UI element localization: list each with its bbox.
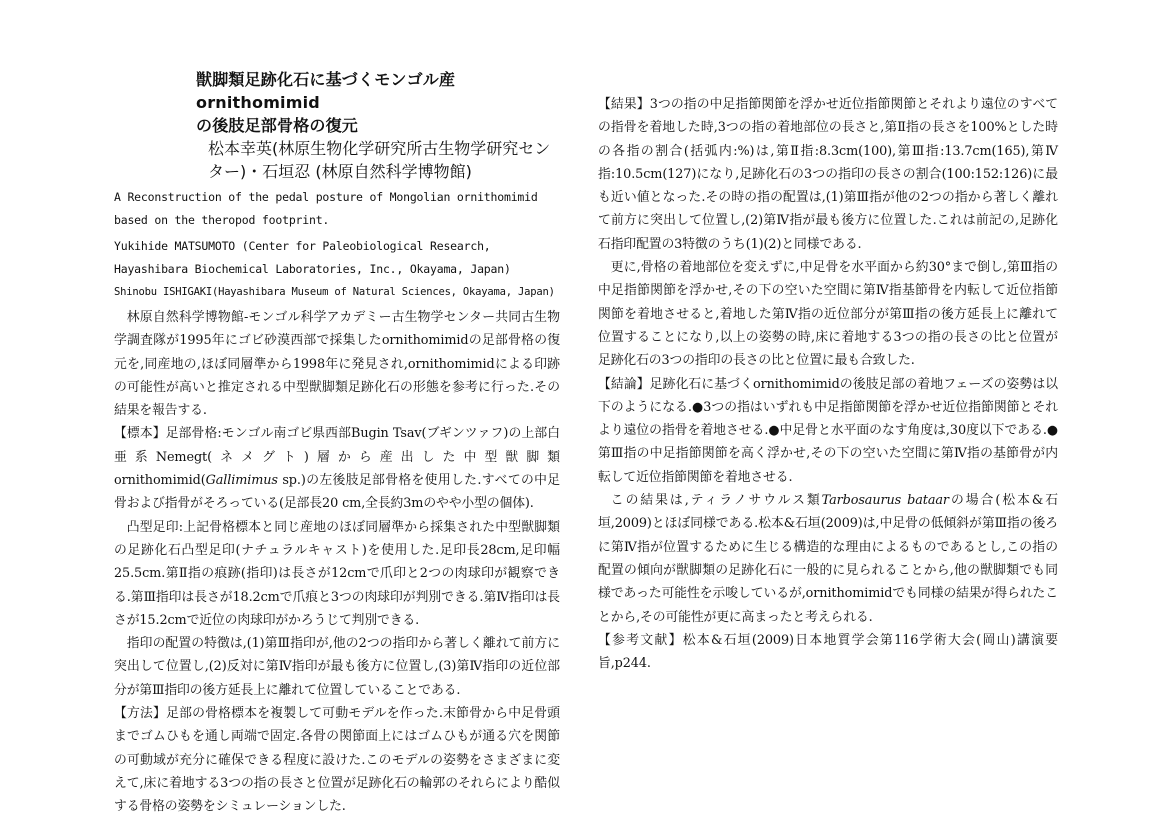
title-line-2: の後肢足部骨格の復元 [196, 116, 359, 135]
conclusion-text: 足跡化石に基づくornithomimidの後肢足部の着地フェーズの姿勢は以下のようになる.●3つの指はいずれも中足指節関節を浮かせ近位指節関節とそれより遠位の指骨を着地させる.●中足骨と水平面のなす角度は,30度以下である.●第Ⅲ指の中足指節関節を高く浮かせ,その下の空いた空間に第Ⅳ指の基節骨が内転して近位指節関節を着地させる. [598, 376, 1058, 485]
method-text: 足部の骨格標本を複製して可動モデルを作った.末節骨から中足骨頭までゴムひもを通し両端で固定.各骨の関節面上にはゴムひもが通る穴を関節の可動域が充分に確保できる程度に設けた.このモデルの姿勢をさまざまに変えて,床に着地する3つの指の長さと位置が足跡化石の輪郭のそれらにより酷似する骨格の姿勢をシミュレーションした. [114, 706, 560, 815]
references-text: 松本&石垣(2009)日本地質学会第116学術大会(岡山)講演要旨,p244. [598, 632, 1059, 672]
result-paragraph [598, 93, 1058, 256]
right-column [598, 70, 1058, 675]
references-heading: 【参考文献】 [598, 632, 683, 648]
method-heading: 【方法】 [114, 706, 167, 722]
intro-paragraph: 林原自然科学博物館-モンゴル科学アカデミー古生物学センター共同古生物学調査隊が1995年にゴビ砂漠西部で採集したornithomimidの足部骨格の復元を,同産地の,ほぼ同層準から1998年に発見され,ornithomimidによる印跡の可能性が高いと推定される中型獣脚類足跡化石の形態を参考に行った.その結果を報告する. [114, 310, 560, 419]
conclusion-paragraph [598, 373, 1058, 489]
english-title: A Reconstruction of the pedal posture of Mongolian ornithomimid based on the theropod footprint. [114, 190, 538, 227]
comparison-text-a: この結果は,ティラノサウルス類 [610, 493, 822, 509]
references-paragraph [598, 629, 1058, 676]
convex-footprint-paragraph: 凸型足印:上記骨格標本と同じ産地のほぼ同層準から採集された中型獣脚類の足跡化石凸型足印(ナチュラルキャスト)を使用した.足印長28cm,足印幅25.5cm.第Ⅱ指の痕跡(指印)は長さが12cmで爪印と2つの肉球印が観察できる.第Ⅲ指印は長さが18.2cmで爪痕と3つの肉球印が判別できる.第Ⅳ指印は長さが15.2cmで近位の肉球印がかろうじて判別できる. [114, 519, 560, 628]
authors-line-1: 松本幸英(林原生物化学研究所古生物学研究セン [208, 139, 551, 158]
specimen-text-b: sp.)の左後肢足部骨格を使用した.すべての中足骨および指骨がそろっている(足部長20 cm,全長約3mのやや小型の個体). [114, 473, 560, 512]
species-name: Tarbosaurus bataar [821, 493, 949, 509]
result-heading: 【結果】 [598, 97, 650, 112]
title-line-1: 獣脚類足跡化石に基づくモンゴル産 ornithomimid [196, 70, 456, 112]
english-author-2: Shinobu ISHIGAKI(Hayashibara Museum of Natural Sciences, Okayama, Japan) [114, 286, 555, 298]
left-column [114, 68, 560, 819]
specimen-paragraph [114, 422, 560, 515]
comparison-paragraph [598, 489, 1058, 629]
authors-line-2: ター)・石垣忍 (林原自然科学博物館) [208, 162, 472, 181]
specimen-heading: 【標本】 [114, 426, 166, 442]
result-second-paragraph: 更に,骨格の着地部位を変えずに,中足骨を水平面から約30°まで倒し,第Ⅲ指の中足指節関節を浮かせ,その下の空いた空間に第Ⅳ指基節骨を内転して近位指節関節を着地させると,着地した第Ⅳ指の近位部分が第Ⅲ指の後方延長上に離れて位置することになり,以上の姿勢の時,床に着地する3つの指の長さの比と位置が足跡化石の3つの指印の長さの比と位置に最も合致した. [598, 260, 1058, 369]
genus-name: Gallimimus [205, 473, 278, 489]
conclusion-heading: 【結論】 [598, 376, 650, 392]
specimen-text-a: 足部骨格:モンゴル南ゴビ県西部Bugin Tsav(ブギンツァフ)の上部白亜系Nemegt(ネメグト)層から産出した中型獣脚類ornithomimid( [114, 426, 560, 489]
arrangement-paragraph: 指印の配置の特徴は,(1)第Ⅲ指印が,他の2つの指印から著しく離れて前方に突出して位置し,(2)反対に第Ⅳ指印が最も後方に位置し,(3)第Ⅳ指印の近位部分が第Ⅲ指印の後方延長上に離れて位置していることである. [114, 636, 560, 698]
authors-japanese [208, 137, 560, 183]
english-author-1: Yukihide MATSUMOTO (Center for Paleobiological Research, Hayashibara Biochemical Laboratories, Inc., Okayama, Japan) [114, 239, 511, 276]
comparison-text-b: の場合(松本&石垣,2009)とほぼ同様である.松本&石垣(2009)は,中足骨の低傾斜が第Ⅲ指の後ろに第Ⅳ指が位置するために生じる構造的な理由によるものであるとし,この指の配置の傾向が獣脚類の足跡化石に一般的に見られることから,他の獣脚類でも同様であった可能性を示唆しているが,ornithomimidでも同様の結果が得られたことから,その可能性が更に高まったと考えられる. [598, 493, 1058, 625]
result-text: 3つの指の中足指節関節を浮かせ近位指節関節とそれより遠位のすべての指骨を着地した時,3つの指の着地部位の長さと,第Ⅱ指の長さを100%とした時の各指の割合(括弧内:%)は,第Ⅱ指:8.3cm(100),第Ⅲ指:13.7cm(165),第Ⅳ指:10.5cm(127)になり,足跡化石の3つの指印の長さの割合(100:152:126)に最も近い値となった.その時の指の配置は,(1)第Ⅲ指が他の2つの指から著しく離れて前方に突出して位置し,(2)第Ⅳ指が最も後方に位置した.これは前記の,足跡化石指印配置の3特徴のうち(1)(2)と同様である. [598, 97, 1058, 252]
paper-title [196, 68, 560, 137]
method-paragraph [114, 702, 560, 818]
